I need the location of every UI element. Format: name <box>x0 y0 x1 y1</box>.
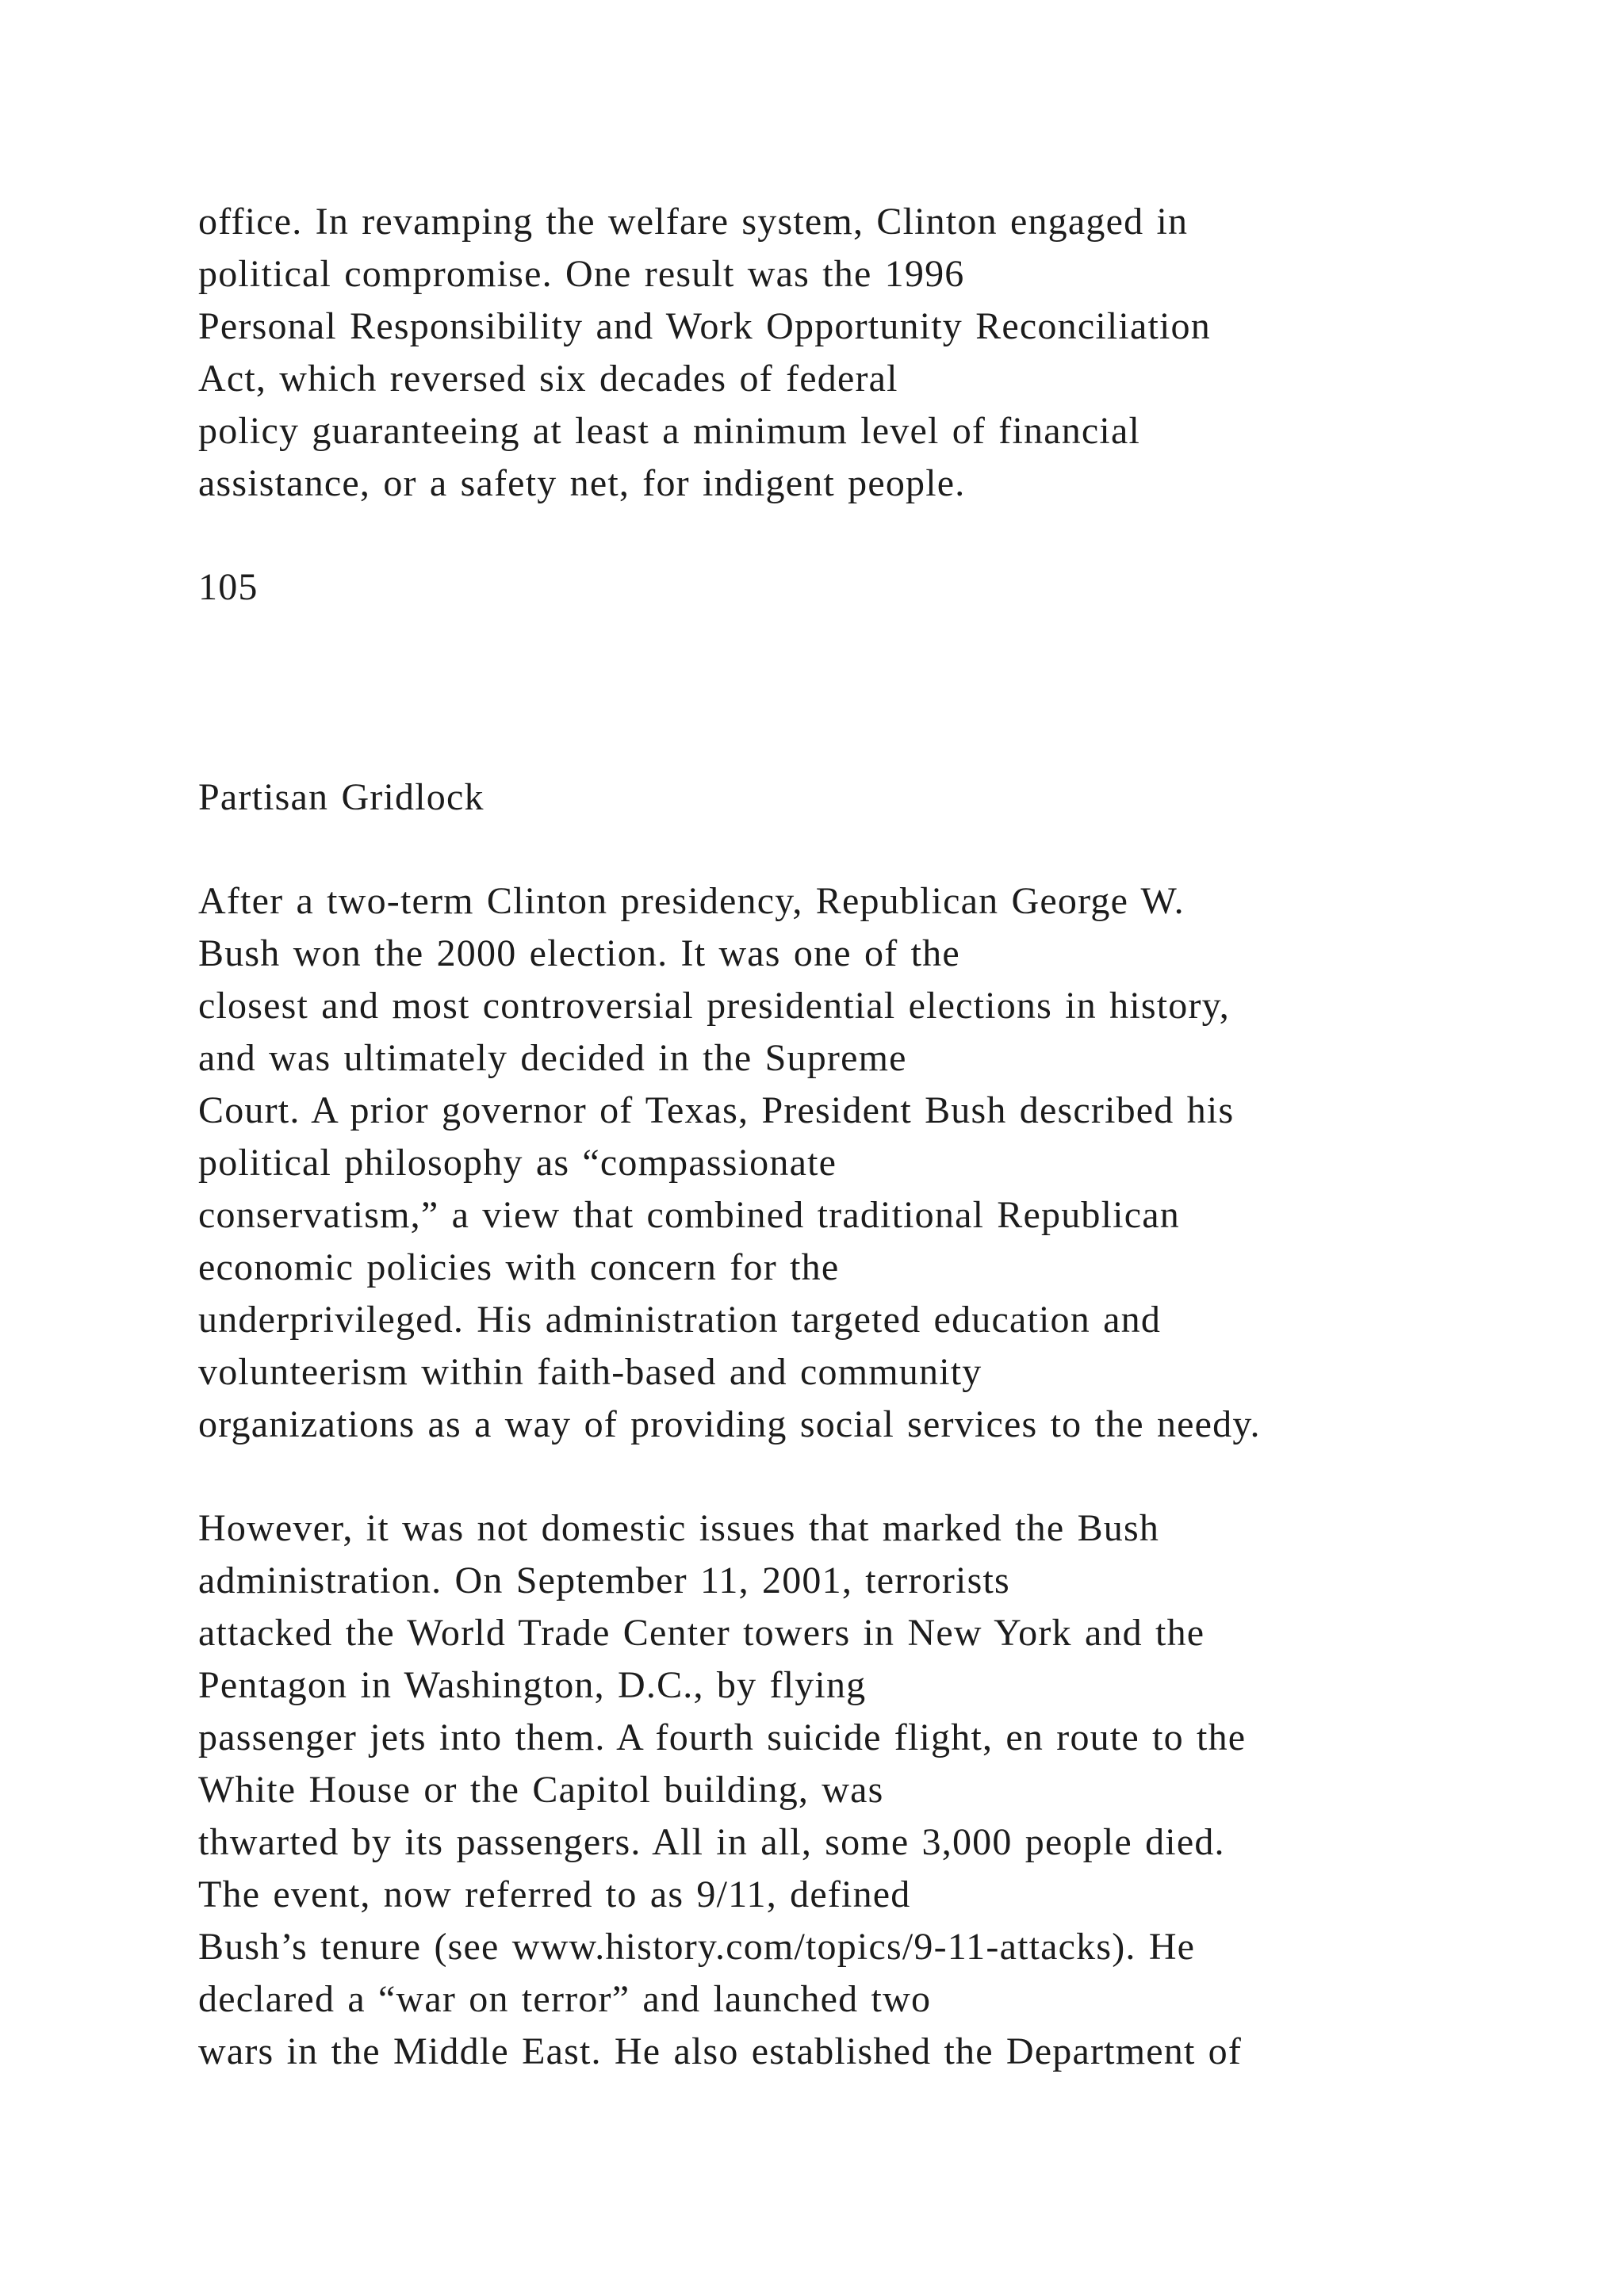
text-line: organizations as a way of providing social services to the needy. <box>198 1403 1261 1445</box>
text-line: thwarted by its passengers. All in all, some 3,000 people died. <box>198 1821 1225 1863</box>
text-line: The event, now referred to as 9/11, defined <box>198 1873 911 1915</box>
text-line: Court. A prior governor of Texas, President Bush described his <box>198 1089 1235 1131</box>
text-line: underprivileged. His administration targeted education and <box>198 1299 1162 1341</box>
text-line: assistance, or a safety net, for indigent people. <box>198 462 966 504</box>
text-line: political philosophy as “compassionate <box>198 1142 837 1184</box>
text-line: policy guaranteeing at least a minimum level of financial <box>198 410 1141 452</box>
text-line: volunteerism within faith-based and community <box>198 1351 982 1393</box>
text-line: administration. On September 11, 2001, terrorists <box>198 1559 1010 1601</box>
text-line: White House or the Capitol building, was <box>198 1769 884 1811</box>
text-line: political compromise. One result was the 1996 <box>198 253 965 295</box>
text-line: attacked the World Trade Center towers in New York and the <box>198 1612 1205 1654</box>
text-line: Bush won the 2000 election. It was one of the <box>198 932 960 974</box>
text-line: office. In revamping the welfare system, Clinton engaged in <box>198 201 1189 243</box>
text-line: passenger jets into them. A fourth suicide flight, en route to the <box>198 1716 1247 1758</box>
text-line: Bush’s tenure (see www.history.com/topics/9-11-attacks). He <box>198 1926 1196 1968</box>
text-line: closest and most controversial presidential elections in history, <box>198 985 1230 1027</box>
text-line: economic policies with concern for the <box>198 1246 840 1288</box>
text-line: After a two-term Clinton presidency, Republican George W. <box>198 880 1185 922</box>
text-line: conservatism,” a view that combined traditional Republican <box>198 1194 1180 1236</box>
page-number: 105 <box>198 566 259 608</box>
text-line: wars in the Middle East. He also established the Department of <box>198 2030 1243 2072</box>
text-line: declared a “war on terror” and launched two <box>198 1978 932 2020</box>
text-line: Pentagon in Washington, D.C., by flying <box>198 1664 867 1706</box>
text-line: Act, which reversed six decades of federal <box>198 358 898 400</box>
text-line: However, it was not domestic issues that marked the Bush <box>198 1507 1160 1549</box>
section-heading: Partisan Gridlock <box>198 776 485 818</box>
text-line: Personal Responsibility and Work Opportunity Reconciliation <box>198 305 1211 347</box>
text-line: and was ultimately decided in the Supreme <box>198 1037 907 1079</box>
